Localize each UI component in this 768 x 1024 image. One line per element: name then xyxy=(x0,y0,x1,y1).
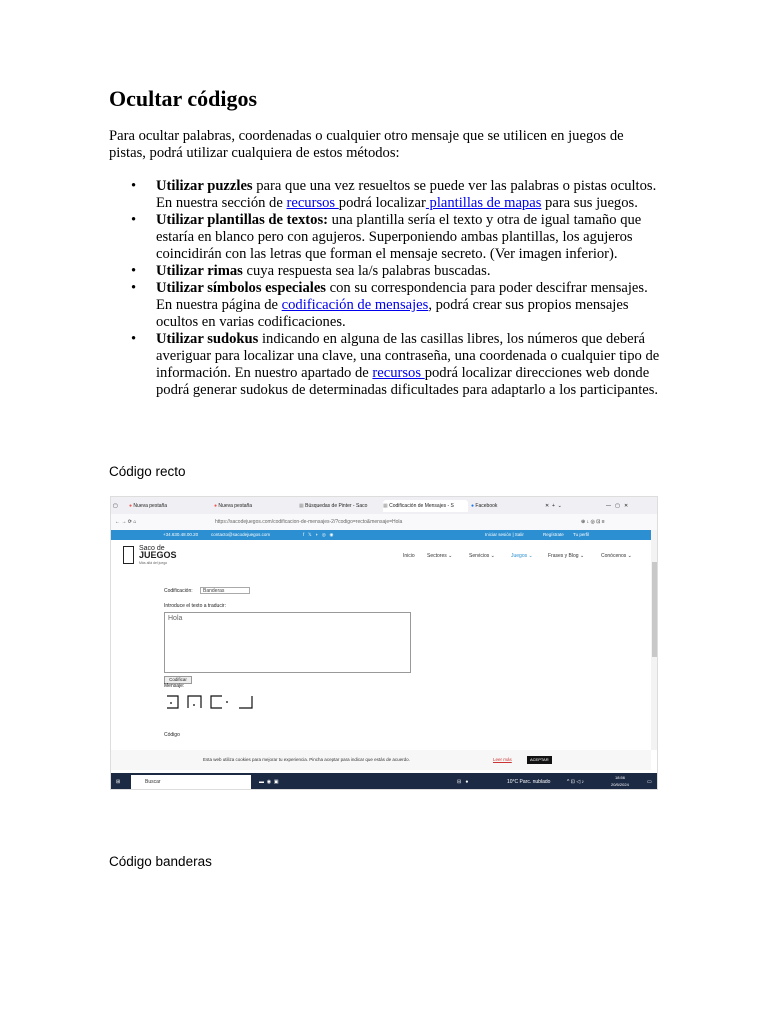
nav-servicios[interactable]: Servicios ⌄ xyxy=(469,553,495,559)
caption-codigo-banderas: Código banderas xyxy=(109,854,212,869)
codigo-label: Código xyxy=(164,732,180,738)
site-top-bar xyxy=(111,530,651,540)
tab-list-icon[interactable]: ▢ xyxy=(113,503,118,509)
cookie-read-more[interactable]: Leer más xyxy=(493,757,512,762)
email-text: contacto@sacodejuegos.com xyxy=(211,532,271,537)
page-title: Ocultar códigos xyxy=(109,86,258,111)
list-item: • Utilizar puzzles para que una vez resueltos se puede ver las palabras o pistas ocultos. En nuestra sección de recursos podrá localizar plantillas de mapas para sus juegos. xyxy=(131,178,657,211)
message-textarea[interactable]: Hola xyxy=(164,612,411,673)
recursos-link-2[interactable]: recursos xyxy=(372,365,425,381)
taskbar-search[interactable]: Buscar xyxy=(131,775,251,789)
site-header xyxy=(111,540,651,571)
tab-1[interactable]: ● Nueva pestaña xyxy=(129,503,168,509)
list-item: • Utilizar sudokus indicando en alguna de las casillas libres, los números que deberá averiguar para localizar una clave, una contraseña, una coordenada o cualquier tipo de información. En nuestro apartado de recursos podrá localizar direcciones web donde podrá generar sudokus de determinadas dificultades para adaptarlo a los participantes. xyxy=(131,331,660,398)
intro-paragraph: Para ocultar palabras, coordenadas o cualquier otro mensaje que se utilicen en juegos de pistas, podrá utilizar cualquiera de estos métodos: xyxy=(109,128,624,161)
taskbar-time: 18:56 xyxy=(615,775,626,780)
weather-text: 10°C Parc. nublado xyxy=(507,779,551,785)
list-item: • Utilizar rimas cuya respuesta sea la/s palabras buscadas. xyxy=(131,263,491,279)
scrollbar-thumb[interactable] xyxy=(652,562,658,657)
tab-controls[interactable]: ✕ + ⌄ xyxy=(545,503,562,509)
mensaje-label: Mensaje: xyxy=(164,683,185,689)
toolbar-icons[interactable]: ⊕ ↓ ◎ ⊡ ≡ xyxy=(581,519,605,525)
caption-codigo-recto: Código recto xyxy=(109,464,186,479)
nav-frases[interactable]: Frases y Blog ⌄ xyxy=(548,553,585,559)
cookie-accept-button[interactable]: ACEPTAR xyxy=(527,756,552,764)
nav-conocenos[interactable]: Conócenos ⌄ xyxy=(601,553,632,559)
phone-text: +34.630.48.00.20 xyxy=(163,532,199,537)
windows-taskbar xyxy=(111,773,658,790)
tray-icons[interactable]: ^ ⊡ ◁ ♪ xyxy=(567,779,585,785)
bullet: • xyxy=(131,178,137,194)
logo-text: Saco de JUEGOS xyxy=(139,545,177,560)
codificar-button[interactable]: Codificar xyxy=(164,676,192,684)
logo-subtitle: Más allá del juego xyxy=(139,561,168,565)
address-bar xyxy=(111,514,658,531)
recursos-link[interactable]: recursos xyxy=(286,195,339,211)
tab-4[interactable]: ▦ Codificación de Mensajes - S xyxy=(383,500,468,512)
notification-icon[interactable]: ▭ xyxy=(647,779,652,785)
bullet: • xyxy=(131,212,137,228)
codificacion-link[interactable]: codificación de mensajes xyxy=(281,297,429,313)
nav-inicio[interactable]: Inicio xyxy=(403,553,415,559)
register-link[interactable]: Regístrate xyxy=(543,532,564,537)
nav-buttons[interactable]: ← → ⟳ ⌂ xyxy=(115,519,137,525)
tab-2[interactable]: ● Nueva pestaña xyxy=(214,503,253,509)
codificacion-select[interactable]: Banderas xyxy=(200,587,250,594)
browser-tab-bar xyxy=(111,497,658,514)
taskbar-date: 20/5/2024 xyxy=(611,782,629,787)
cookie-text: Esta web utiliza cookies para mejorar tu experiencia. Pincha aceptar para indicar que estás de acuerdo. xyxy=(203,757,410,762)
embedded-screenshot xyxy=(110,496,658,790)
codificacion-label: Codificación: xyxy=(164,588,193,594)
taskbar-tray-icons[interactable]: ⊟ ● xyxy=(457,779,469,785)
list-item: • Utilizar plantillas de textos: una plantilla sería el texto y otra de igual tamaño que estaría en blanco pero con agujeros. Superponiendo ambas plantillas, los agujeros coincidirán con las letras que forman el mensaje secreto. (Ver imagen inferior). xyxy=(131,212,642,262)
logo-icon[interactable] xyxy=(123,546,134,564)
bullet: • xyxy=(131,331,137,347)
nav-sectores[interactable]: Sectores ⌄ xyxy=(427,553,453,559)
bullet: • xyxy=(131,263,137,279)
methods-list xyxy=(109,178,661,399)
url-field[interactable]: https://sacodejuegos.com/codificacion-de-mensajes-2/?codigo=recto&mensaje=Hola xyxy=(215,519,403,525)
encoded-symbols xyxy=(166,694,258,710)
social-icons[interactable]: f 𝕏 ◗ ◎ ◉ xyxy=(303,532,334,537)
login-link[interactable]: Iniciar sesión | Salir xyxy=(485,532,524,537)
plantillas-mapas-link[interactable]: plantillas de mapas xyxy=(425,195,542,211)
input-label: Introduce el texto a traducir: xyxy=(164,603,226,609)
tab-5[interactable]: ● Facebook xyxy=(471,503,498,509)
window-controls[interactable]: — ▢ ✕ xyxy=(606,503,629,509)
bullet: • xyxy=(131,280,137,296)
windows-start-icon[interactable]: ⊞ xyxy=(116,779,121,785)
profile-link[interactable]: Tu perfil xyxy=(573,532,590,537)
cookie-banner xyxy=(111,750,651,770)
nav-juegos[interactable]: Juegos ⌄ xyxy=(511,553,533,559)
tab-3[interactable]: ▦ Búsquedas de Pinter - Saco xyxy=(299,503,368,509)
taskbar-apps[interactable]: ▬ ◉ ▣ xyxy=(259,779,279,785)
list-item: • Utilizar símbolos especiales con su correspondencia para poder descifrar mensajes. En nuestra página de codificación de mensajes, podrá crear sus propios mensajes ocultos en varias codificaciones. xyxy=(131,280,648,330)
converter-form xyxy=(111,570,651,750)
